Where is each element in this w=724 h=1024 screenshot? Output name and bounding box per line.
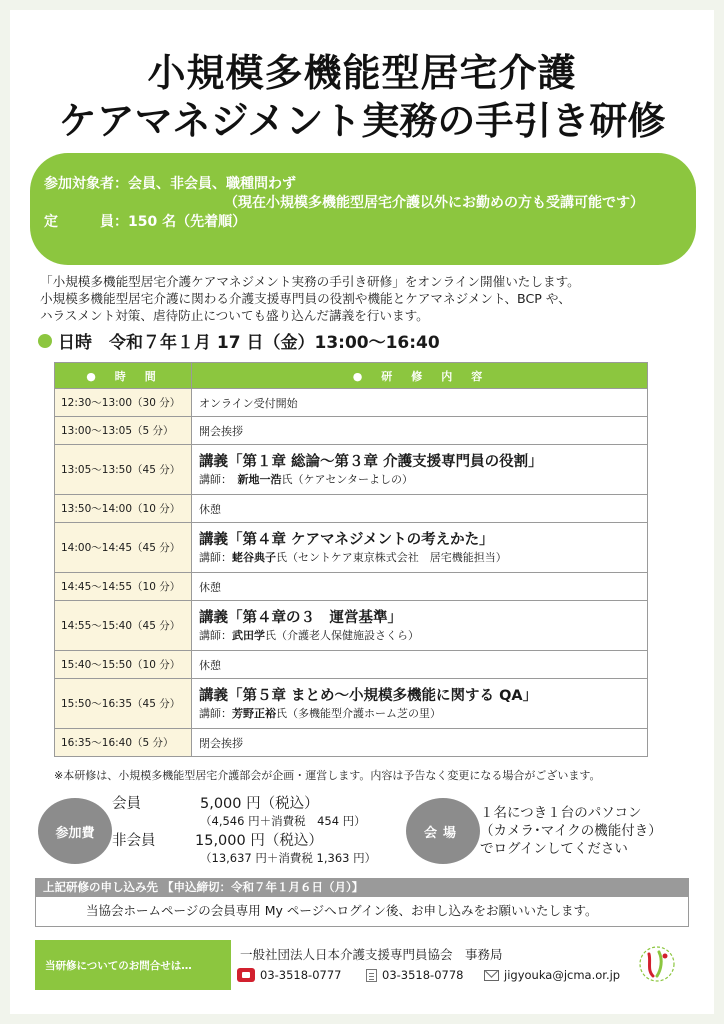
member-price-detail: （4,546 円＋消費税 454 円） bbox=[200, 814, 366, 828]
bullet-icon bbox=[38, 334, 52, 348]
table-row bbox=[55, 445, 648, 495]
header-time: ● 時 間 bbox=[55, 363, 192, 389]
row-time: 12:30～13:00（30 分） bbox=[55, 389, 192, 417]
row-time: 13:05～13:50（45 分） bbox=[55, 445, 192, 495]
apply-instructions: 当協会ホームページの会員専用 My ページへログイン後、お申し込みをお願いいたします。 bbox=[35, 897, 689, 927]
table-row bbox=[55, 729, 648, 757]
disclaimer-note: ※本研修は、小規模多機能型居宅介護部会が企画・運営します。内容は予告なく変更になる場合がございます。 bbox=[54, 769, 601, 782]
fee-badge: 参加費 bbox=[38, 798, 112, 864]
lecture-title: 講義「第４章の３ 運営基準」 bbox=[199, 609, 402, 626]
table-row bbox=[55, 679, 648, 729]
intro-line: 「小規模多機能型居宅介護ケアマネジメント実務の手引き研修」をオンライン開催いたします。 bbox=[40, 274, 580, 289]
row-content bbox=[192, 679, 648, 729]
venue-badge: 会場 bbox=[406, 798, 480, 864]
table-row bbox=[55, 417, 648, 445]
mail-icon bbox=[484, 970, 499, 981]
row-content: 休憩 bbox=[192, 651, 648, 679]
instructor-affiliation: 氏（介護老人保健施設さくら） bbox=[265, 628, 419, 642]
instructor-name: 芳野正裕 bbox=[232, 706, 276, 720]
row-time: 16:35～16:40（5 分） bbox=[55, 729, 192, 757]
venue-line3: でログインしてください bbox=[480, 841, 628, 857]
nonmember-price-detail: （13,637 円＋消費税 1,363 円） bbox=[200, 851, 377, 865]
page-title-line2: ケアマネジメント実務の手引き研修 bbox=[58, 99, 666, 143]
instructor-name: 武田学 bbox=[232, 628, 265, 642]
row-time: 14:00～14:45（45 分） bbox=[55, 523, 192, 573]
contact-phone bbox=[237, 968, 341, 982]
instructor-name: 新地一浩 bbox=[237, 472, 282, 486]
row-content bbox=[192, 601, 648, 651]
row-content: 休憩 bbox=[192, 573, 648, 601]
target-value: 会員、非会員、職種問わず bbox=[128, 176, 296, 192]
table-row bbox=[55, 523, 648, 573]
lecture-instructor bbox=[199, 472, 647, 487]
row-content bbox=[192, 445, 648, 495]
apply-header: 上記研修の申し込み先 【申込締切：令和７年１月６日（月）】 bbox=[35, 878, 689, 897]
intro-text bbox=[40, 273, 700, 324]
table-row bbox=[55, 573, 648, 601]
venue-line2: （カメラ･マイクの機能付き） bbox=[480, 823, 662, 839]
event-date bbox=[38, 328, 440, 353]
target-banner bbox=[30, 153, 696, 265]
instructor-name: 蛯谷典子 bbox=[232, 550, 276, 564]
schedule-table bbox=[54, 362, 648, 757]
row-time: 13:50～14:00（10 分） bbox=[55, 495, 192, 523]
member-label: 会員 bbox=[112, 796, 141, 812]
lecture-title: 講義「第４章 ケアマネジメントの考えかた」 bbox=[199, 531, 494, 548]
instructor-prefix: 講師： bbox=[199, 628, 232, 642]
row-content: 開会挨拶 bbox=[192, 417, 648, 445]
intro-line: 小規模多機能型居宅介護に関わる介護支援専門員の役割や機能とケアマネジメント、BCP や、 bbox=[40, 291, 571, 306]
schedule-header bbox=[55, 363, 648, 389]
fax-number: 03-3518-0778 bbox=[382, 968, 464, 982]
row-time: 13:00～13:05（5 分） bbox=[55, 417, 192, 445]
lecture-title: 講義「第５章 まとめ～小規模多機能に関する QA」 bbox=[199, 687, 538, 704]
row-time: 14:55～15:40（45 分） bbox=[55, 601, 192, 651]
target-label: 参加対象者： bbox=[44, 176, 128, 192]
instructor-prefix: 講師： bbox=[199, 472, 227, 486]
date-text: 日時 令和７年１月 17 日（金）13:00～16:40 bbox=[58, 333, 440, 353]
instructor-prefix: 講師： bbox=[199, 706, 232, 720]
lecture-instructor bbox=[199, 628, 647, 643]
row-content: オンライン受付開始 bbox=[192, 389, 648, 417]
row-time: 14:45～14:55（10 分） bbox=[55, 573, 192, 601]
target-note: （現在小規模多機能型居宅介護以外にお勤めの方も受講可能です） bbox=[224, 195, 644, 211]
table-row bbox=[55, 495, 648, 523]
nonmember-label: 非会員 bbox=[112, 833, 156, 849]
organization-logo bbox=[637, 944, 677, 984]
intro-line: ハラスメント対策、虐待防止についても盛り込んだ講義を行います。 bbox=[40, 308, 429, 323]
row-content bbox=[192, 523, 648, 573]
page-title-line1: 小規模多機能型居宅介護 bbox=[147, 51, 577, 95]
row-content: 休憩 bbox=[192, 495, 648, 523]
row-content: 閉会挨拶 bbox=[192, 729, 648, 757]
organization-name: 一般社団法人日本介護支援専門員協会 事務局 bbox=[240, 947, 503, 962]
contact-label: 当研修についてのお問合せは… bbox=[35, 940, 231, 990]
venue-line1: １名につき１台のパソコン bbox=[480, 805, 642, 821]
phone-number: 03-3518-0777 bbox=[260, 968, 342, 982]
table-row bbox=[55, 651, 648, 679]
row-time: 15:40～15:50（10 分） bbox=[55, 651, 192, 679]
email-address[interactable]: jigyouka@jcma.or.jp bbox=[504, 968, 621, 982]
lecture-instructor bbox=[199, 706, 647, 721]
phone-icon bbox=[237, 968, 255, 982]
instructor-affiliation: 氏（多機能型介護ホーム芝の里） bbox=[276, 706, 441, 720]
contact-email[interactable] bbox=[484, 968, 620, 982]
lecture-title: 講義「第１章 総論～第３章 介護支援専門員の役割」 bbox=[199, 453, 543, 470]
capacity-value: 150 名（先着順） bbox=[128, 214, 247, 230]
member-price: 5,000 円（税込） bbox=[200, 796, 319, 812]
instructor-affiliation: 氏（セントケア東京株式会社 居宅機能担当） bbox=[276, 550, 507, 564]
header-content: ● 研 修 内 容 bbox=[192, 363, 648, 389]
lecture-instructor bbox=[199, 550, 647, 565]
row-time: 15:50～16:35（45 分） bbox=[55, 679, 192, 729]
instructor-prefix: 講師： bbox=[199, 550, 232, 564]
contact-fax bbox=[366, 968, 463, 982]
table-row bbox=[55, 389, 648, 417]
table-row bbox=[55, 601, 648, 651]
capacity-label: 定 員： bbox=[44, 214, 128, 230]
instructor-affiliation: 氏（ケアセンターよしの） bbox=[281, 472, 413, 486]
nonmember-price: 15,000 円（税込） bbox=[195, 833, 323, 849]
fax-icon bbox=[366, 969, 377, 982]
